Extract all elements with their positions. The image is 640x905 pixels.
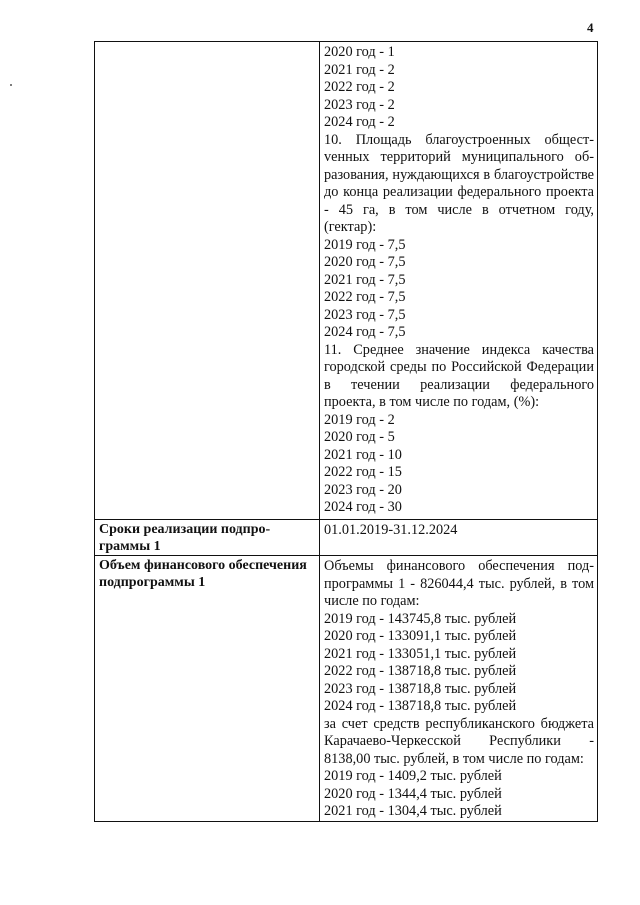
indicator-line: 2021 год - 2 (324, 61, 395, 78)
funding-line: 2020 год - 133091,1 тыс. рублей (324, 628, 517, 644)
funding-cell (320, 556, 598, 822)
indicator-line: 2022 год - 7,5 (324, 289, 406, 305)
indicator-line: 2023 год - 7,5 (324, 306, 406, 323)
program-passport-table (94, 41, 598, 822)
funding-line: 2022 год - 138718,8 тыс. рублей (324, 663, 517, 679)
funding-line: 2021 год - 1304,4 тыс. рублей (324, 803, 502, 819)
timeline-value: 01.01.2019-31.12.2024 (320, 520, 598, 556)
indicator-line: 2024 год - 30 (324, 499, 402, 515)
table-row-timeline (95, 520, 598, 556)
indicator-line: 2024 год - 2 (324, 114, 395, 130)
indicator-line: 2024 год - 7,5 (324, 324, 406, 340)
scan-speck (10, 84, 12, 86)
funding-line: 2019 год - 1409,2 тыс. рублей (324, 768, 502, 784)
table-row-indicators (95, 42, 598, 520)
indicator-line: 2022 год - 15 (324, 464, 402, 480)
indicator-10-description: 10. Площадь благоустроенных общестvенных территорий муниципального образования, нуждающихся в благоустройстве до конца реализации федерального проекта - 45 га, в том числе в отчетном году, (гектар): (324, 131, 594, 235)
indicator-11-description: 11. Среднее значение индекса качества городской среды по Российской Федерации в течении реализации федерального проекта, в том числе по годам, (%): (324, 341, 594, 410)
funding-line: 2021 год - 133051,1 тыс. рублей (324, 645, 517, 662)
indicator-line: 2020 год - 5 (324, 429, 395, 445)
funding-line: 2024 год - 138718,8 тыс. рублей (324, 698, 517, 714)
empty-label-cell (95, 42, 320, 520)
funding-label: Объем финансового обеспечения подпрограммы 1 (95, 556, 320, 822)
indicator-line: 2023 год - 20 (324, 481, 402, 498)
funding-line: 2019 год - 143745,8 тыс. рублей (324, 610, 517, 627)
indicator-line: 2022 год - 2 (324, 79, 395, 95)
indicator-line: 2020 год - 7,5 (324, 254, 406, 270)
republic-budget-description: за счет средств республиканского бюджета Карачаево-Черкесской Республики - 8138,00 тыс. рублей, в том числе по годам: (324, 715, 594, 767)
indicator-line: 2020 год - 1 (324, 44, 395, 60)
indicators-cell (320, 42, 598, 520)
funding-line: 2023 год - 138718,8 тыс. рублей (324, 680, 517, 697)
funding-intro: Объемы финансового обеспечения подпрограммы 1 - 826044,4 тыс. рублей, в том числе по годам: (324, 558, 594, 609)
indicator-line: 2019 год - 2 (324, 411, 395, 428)
indicator-line: 2019 год - 7,5 (324, 236, 406, 253)
indicator-line: 2021 год - 7,5 (324, 271, 406, 288)
indicator-line: 2023 год - 2 (324, 96, 395, 113)
funding-line: 2020 год - 1344,4 тыс. рублей (324, 785, 502, 802)
page-number: 4 (587, 20, 594, 35)
indicator-line: 2021 год - 10 (324, 446, 402, 463)
timeline-label: Сроки реализации подпрограммы 1 (95, 520, 320, 556)
table-row-funding (95, 556, 598, 822)
